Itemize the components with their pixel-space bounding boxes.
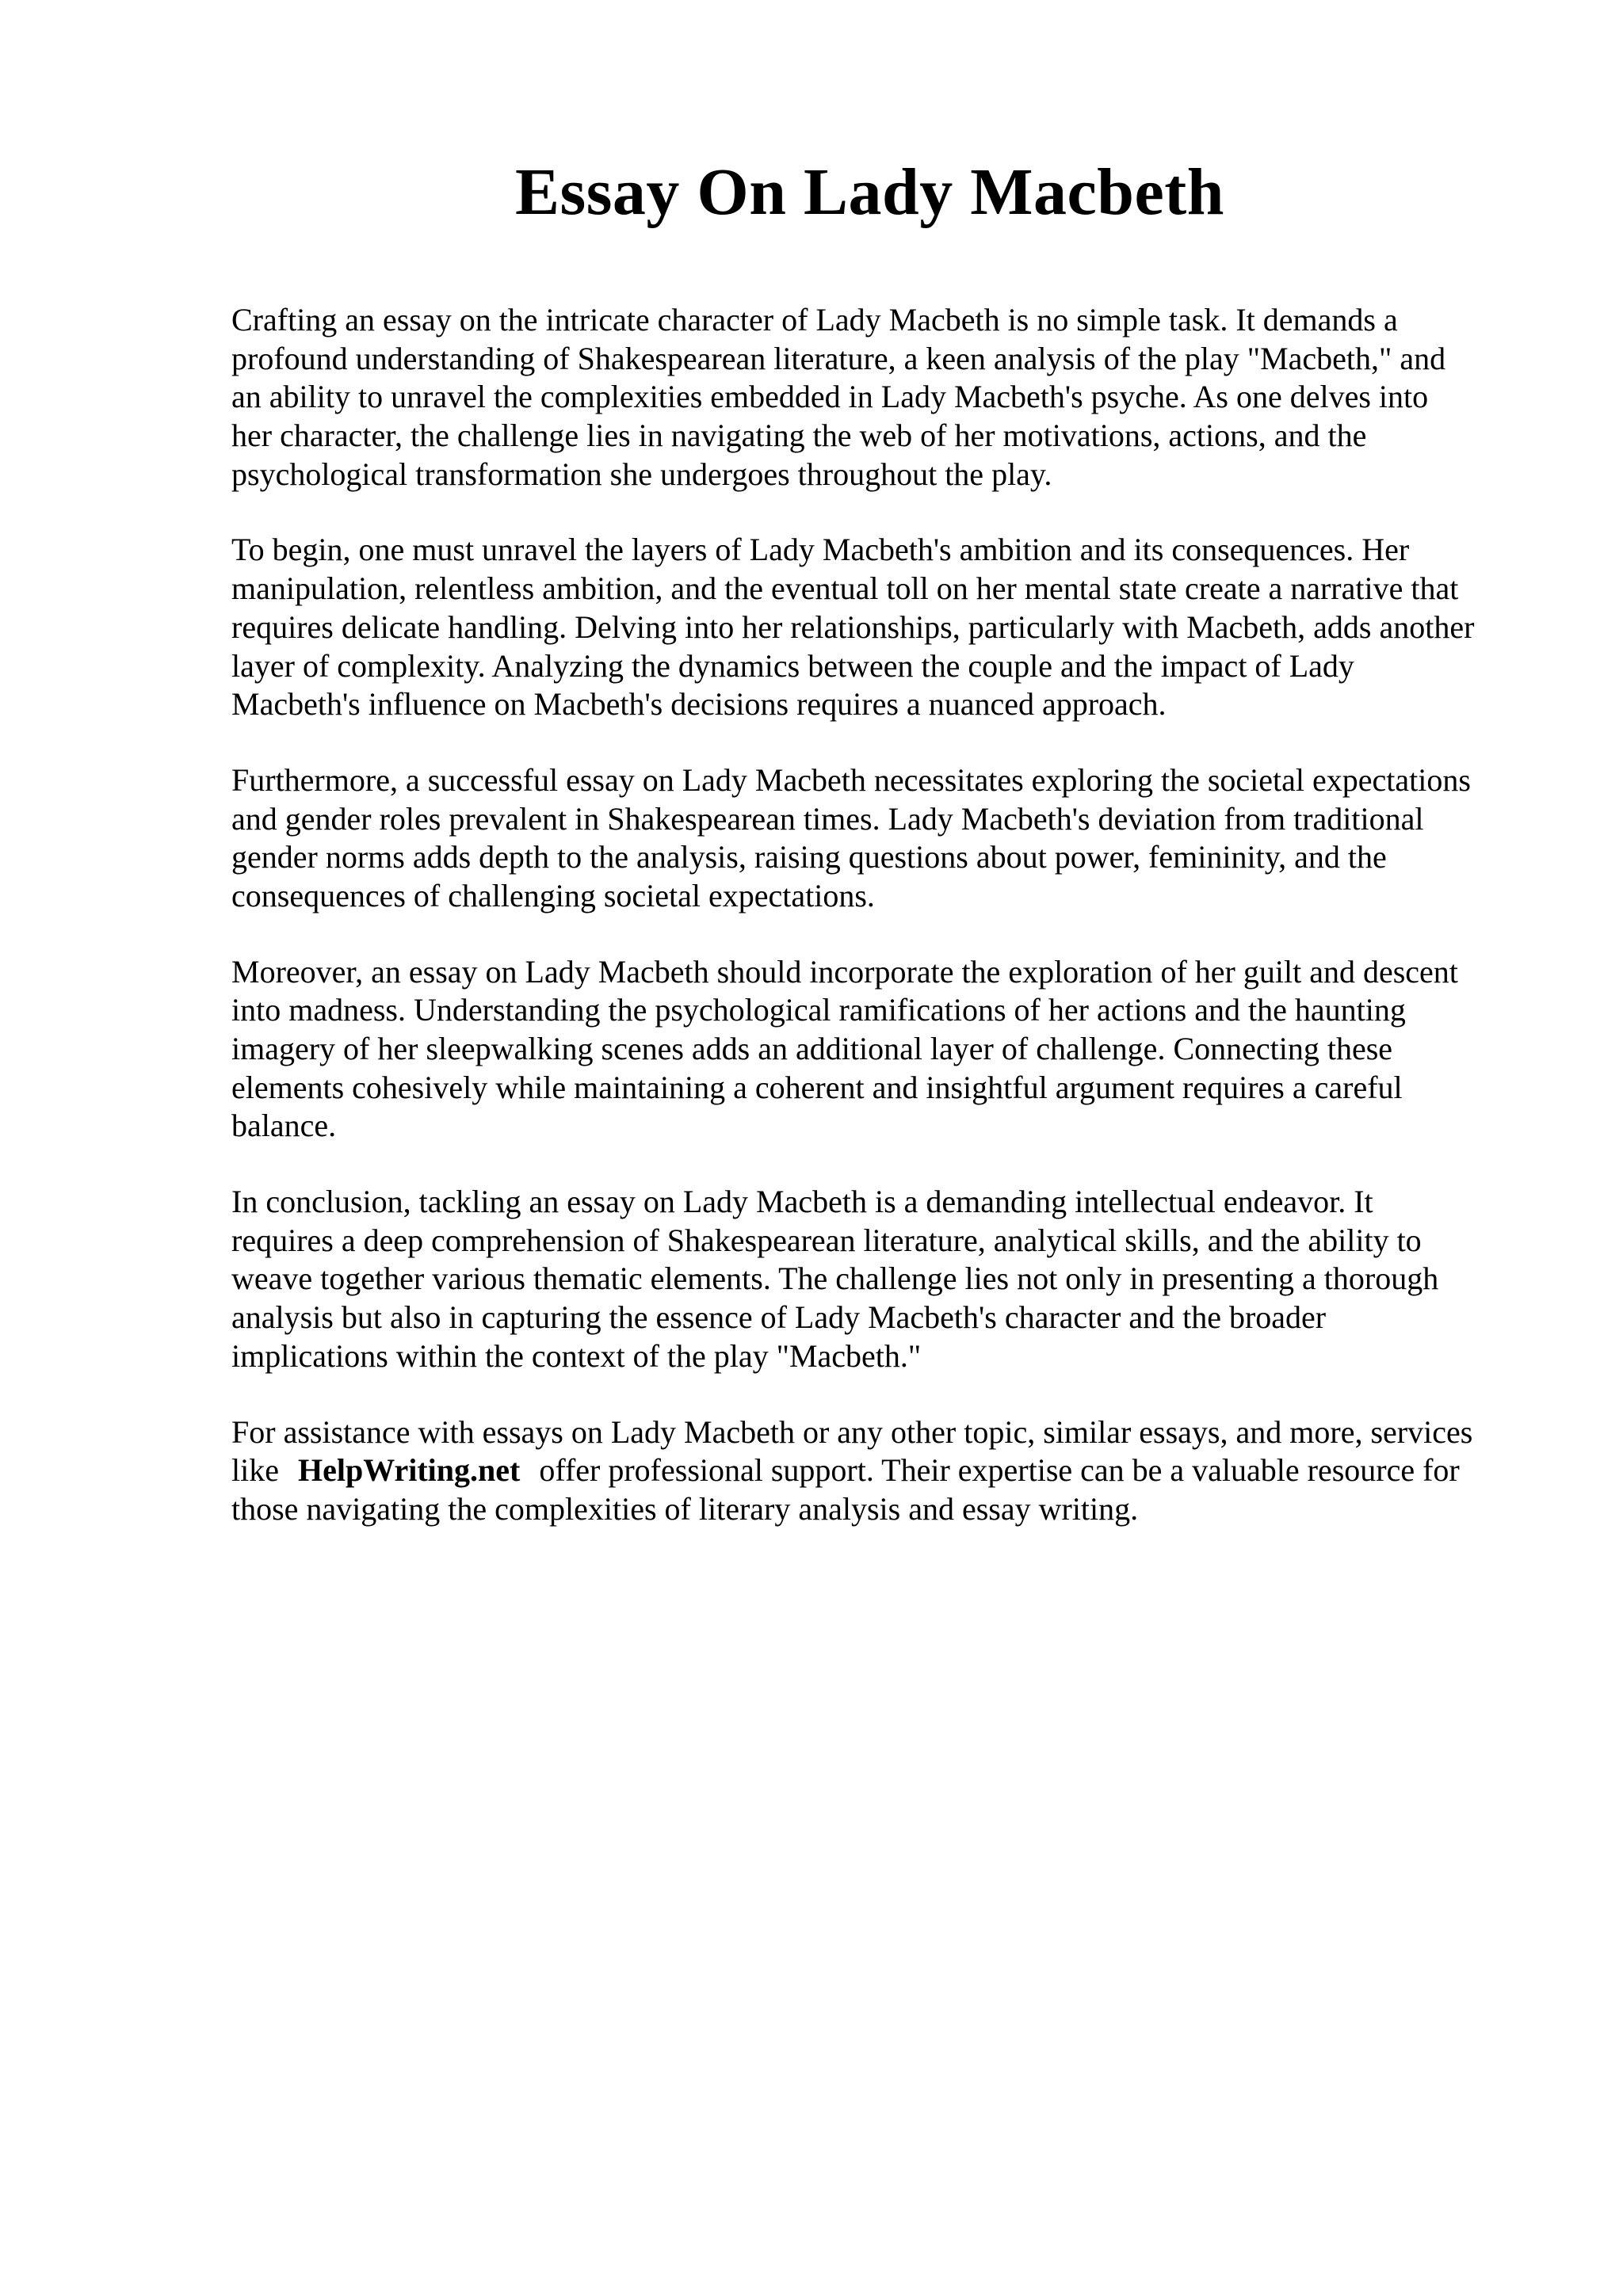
text-line: Moreover, an essay on Lady Macbeth should incorporate the exploration of her guilt and descent	[231, 953, 1458, 990]
text-line: profound understanding of Shakespearean literature, a keen analysis of the play "Macbeth," and	[231, 340, 1446, 376]
text-line: weave together various thematic elements. The challenge lies not only in presenting a thorough	[231, 1261, 1439, 1297]
text-line: manipulation, relentless ambition, and the eventual toll on her mental state create a narrative that	[231, 570, 1459, 607]
text-line: into madness. Understanding the psychological ramifications of her actions and the haunting	[231, 992, 1406, 1028]
text-line: those navigating the complexities of literary analysis and essay writing.	[231, 1490, 1139, 1527]
text-line: balance.	[231, 1108, 337, 1144]
paragraph-closing	[231, 1413, 1547, 1529]
text-line: requires delicate handling. Delving into her relationships, particularly with Macbeth, adds another	[231, 608, 1475, 645]
text-line: consequences of challenging societal expectations.	[231, 877, 875, 913]
text-line: For assistance with essays on Lady Macbeth or any other topic, similar essays, and more, services	[231, 1413, 1473, 1450]
text-line: elements cohesively while maintaining a coherent and insightful argument requires a careful	[231, 1069, 1403, 1105]
text-line: To begin, one must unravel the layers of Lady Macbeth's ambition and its consequences. Her	[231, 532, 1410, 568]
text-line: In conclusion, tackling an essay on Lady Macbeth is a demanding intellectual endeavor. It	[231, 1184, 1373, 1220]
brand-name: HelpWriting.net	[297, 1452, 521, 1489]
text-line: analysis but also in capturing the essence of Lady Macbeth's character and the broader	[231, 1299, 1327, 1336]
text-fragment: like	[231, 1452, 279, 1489]
text-line: implications within the context of the play "Macbeth."	[231, 1337, 922, 1374]
text-line: an ability to unravel the complexities embedded in Lady Macbeth's psyche. As one delves into	[231, 379, 1429, 415]
text-line: gender norms adds depth to the analysis, raising questions about power, femininity, and the	[231, 839, 1387, 875]
paragraph-4	[231, 953, 1547, 1146]
text-line: requires a deep comprehension of Shakespearean literature, analytical skills, and the ability to	[231, 1222, 1422, 1258]
paragraph-3	[231, 761, 1547, 916]
text-line: Furthermore, a successful essay on Lady Macbeth necessitates exploring the societal expectations	[231, 761, 1471, 798]
text-line: and gender roles prevalent in Shakespearean times. Lady Macbeth's deviation from traditional	[231, 800, 1424, 837]
text-line: layer of complexity. Analyzing the dynamics between the couple and the impact of Lady	[231, 647, 1354, 684]
paragraph-5	[231, 1183, 1547, 1375]
text-line: Crafting an essay on the intricate character of Lady Macbeth is no simple task. It demands a	[231, 302, 1398, 338]
text-line: psychological transformation she undergoes throughout the play.	[231, 456, 1052, 492]
text-line-with-brand	[231, 1451, 1547, 1490]
text-line: imagery of her sleepwalking scenes adds an additional layer of challenge. Connecting these	[231, 1031, 1393, 1066]
page-title: Essay On Lady Macbeth	[515, 155, 1224, 229]
text-line: Macbeth's influence on Macbeth's decisions requires a nuanced approach.	[231, 686, 1167, 723]
essay-body	[231, 301, 1547, 1566]
text-fragment: offer professional support. Their expertise can be a valuable resource for	[539, 1452, 1460, 1489]
paragraph-1	[231, 301, 1547, 494]
paragraph-2	[231, 531, 1547, 723]
text-line: her character, the challenge lies in navigating the web of her motivations, actions, and the	[231, 418, 1367, 454]
